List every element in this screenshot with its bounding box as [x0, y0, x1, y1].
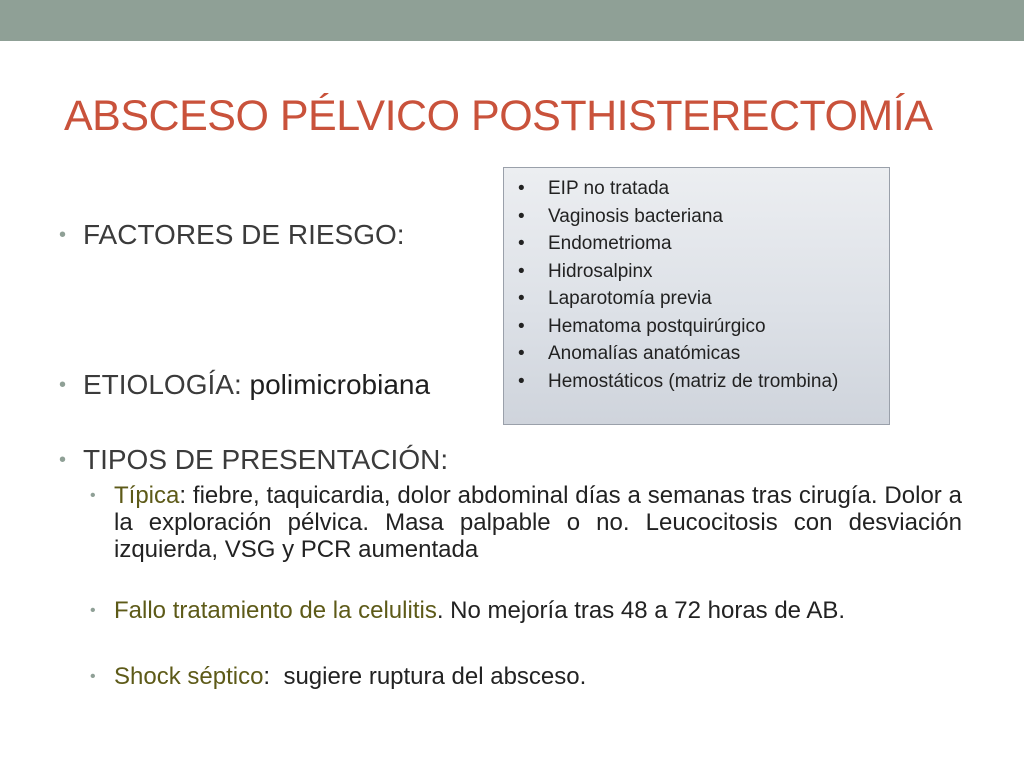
presentation-types-label: TIPOS DE PRESENTACIÓN [83, 444, 441, 475]
risk-factors-bullet [59, 218, 405, 252]
risk-factor-text: Laparotomía previa [548, 288, 712, 309]
risk-factor-text: Hemostáticos (matriz de trombina) [548, 370, 839, 392]
box-bullet-dot: • [518, 233, 525, 254]
box-bullet-dot: • [518, 205, 525, 227]
risk-factor-item [504, 203, 889, 231]
risk-factor-text: Hematoma postquirúrgico [548, 315, 766, 337]
risk-factor-item [504, 285, 889, 313]
slide-title: ABSCESO PÉLVICO POSTHISTERECTOMÍA [64, 92, 933, 140]
risk-factors-list [504, 168, 889, 395]
etiology-label: ETIOLOGÍA [83, 369, 234, 400]
risk-factor-item [504, 313, 889, 341]
presentation-item-septic-shock [90, 663, 962, 690]
risk-factor-text: EIP no tratada [548, 178, 670, 199]
risk-factors-label: FACTORES DE RIESGO: [83, 219, 405, 250]
top-bar [0, 0, 1024, 41]
risk-factor-item [504, 368, 889, 396]
presentation-term: Shock séptico [114, 663, 264, 690]
box-bullet-dot: • [518, 315, 525, 337]
box-bullet-dot: • [518, 288, 525, 309]
box-bullet-dot: • [518, 260, 525, 282]
presentation-types-bullet [59, 443, 448, 477]
presentation-term: Típica [114, 482, 180, 509]
presentation-separator: : [263, 663, 284, 690]
risk-factor-item [504, 175, 889, 203]
sub-bullet-dot: • [90, 602, 96, 619]
etiology-separator: : [233, 369, 250, 400]
bullet-dot: • [59, 449, 67, 471]
presentation-types-colon: : [440, 444, 449, 475]
presentation-term: Fallo tratamiento de la celulitis [114, 597, 437, 624]
risk-factor-text: Vaginosis bacteriana [548, 205, 723, 227]
presentation-text: fiebre, taquicardia, dolor abdominal días a semanas tras cirugía. Dolor a la exploración pélvica. Masa palpable o no. Leucocitosis con desviación izquierda, VSG y PCR aumentada [114, 482, 962, 563]
presentation-separator: . [436, 597, 451, 624]
risk-factors-box [503, 167, 890, 425]
etiology-bullet [59, 368, 430, 402]
presentation-item-typical [90, 482, 962, 563]
etiology-value: polimicrobiana [249, 369, 431, 400]
risk-factor-text: Anomalías anatómicas [548, 343, 741, 364]
presentation-item-cellulitis [90, 597, 962, 624]
bullet-dot: • [59, 374, 67, 396]
risk-factor-text: Endometrioma [548, 233, 672, 254]
risk-factor-text: Hidrosalpinx [548, 260, 653, 282]
sub-bullet-dot: • [90, 668, 96, 685]
presentation-text: No mejoría tras 48 a 72 horas de AB. [450, 597, 846, 624]
box-bullet-dot: • [518, 178, 525, 199]
risk-factor-item [504, 340, 889, 368]
box-bullet-dot: • [518, 370, 525, 392]
presentation-separator: : [179, 482, 193, 509]
box-bullet-dot: • [518, 343, 525, 364]
presentation-text: sugiere ruptura del absceso. [283, 663, 587, 690]
risk-factor-item [504, 258, 889, 286]
risk-factor-item [504, 230, 889, 258]
sub-bullet-dot: • [90, 487, 96, 504]
bullet-dot: • [59, 224, 67, 246]
